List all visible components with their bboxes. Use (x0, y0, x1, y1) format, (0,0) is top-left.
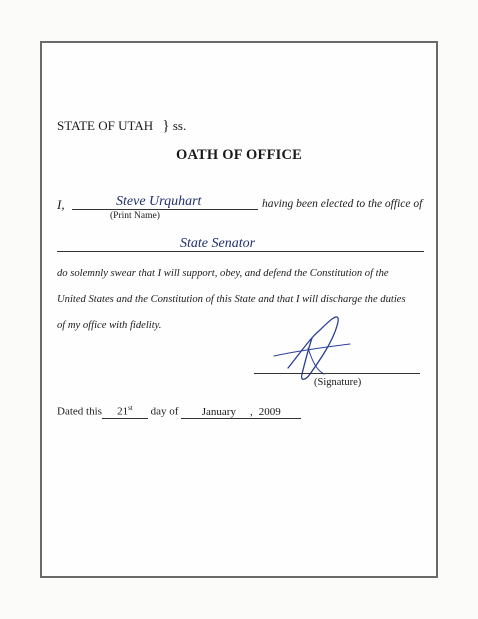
state-label: STATE OF UTAH (57, 118, 154, 133)
signature-label: (Signature) (314, 377, 362, 388)
ss-label: ss. (172, 118, 187, 133)
oath-body-line-2: United States and the Constitution of this State and that I will discharge the duties (57, 294, 406, 305)
date-comma: , (249, 405, 253, 418)
print-name-label: (Print Name) (110, 211, 160, 221)
day-value: 21 (117, 405, 129, 418)
venue-brace: } (162, 118, 170, 134)
document-title: OATH OF OFFICE (175, 147, 303, 163)
dated-prefix: Dated this (57, 405, 102, 418)
month-value: January (201, 405, 236, 418)
having-elected-text: having been elected to the office of (262, 198, 423, 210)
i-label: I, (57, 197, 65, 212)
signature-line (254, 373, 420, 374)
month-field (181, 406, 301, 419)
oath-body-line-3: of my office with fidelity. (57, 320, 162, 331)
day-of-label: day of (150, 405, 179, 418)
day-field (102, 404, 148, 419)
venue-line (57, 118, 186, 135)
dated-line (57, 404, 301, 419)
year-value: 2009 (258, 405, 281, 418)
print-name-value: Steve Urquhart (116, 194, 202, 209)
handwritten-signature (270, 308, 360, 388)
oath-body-line-1: do solemnly swear that I will support, obey, and defend the Constitution of the (57, 268, 389, 279)
office-value: State Senator (180, 236, 256, 251)
day-suffix: st (128, 404, 133, 412)
